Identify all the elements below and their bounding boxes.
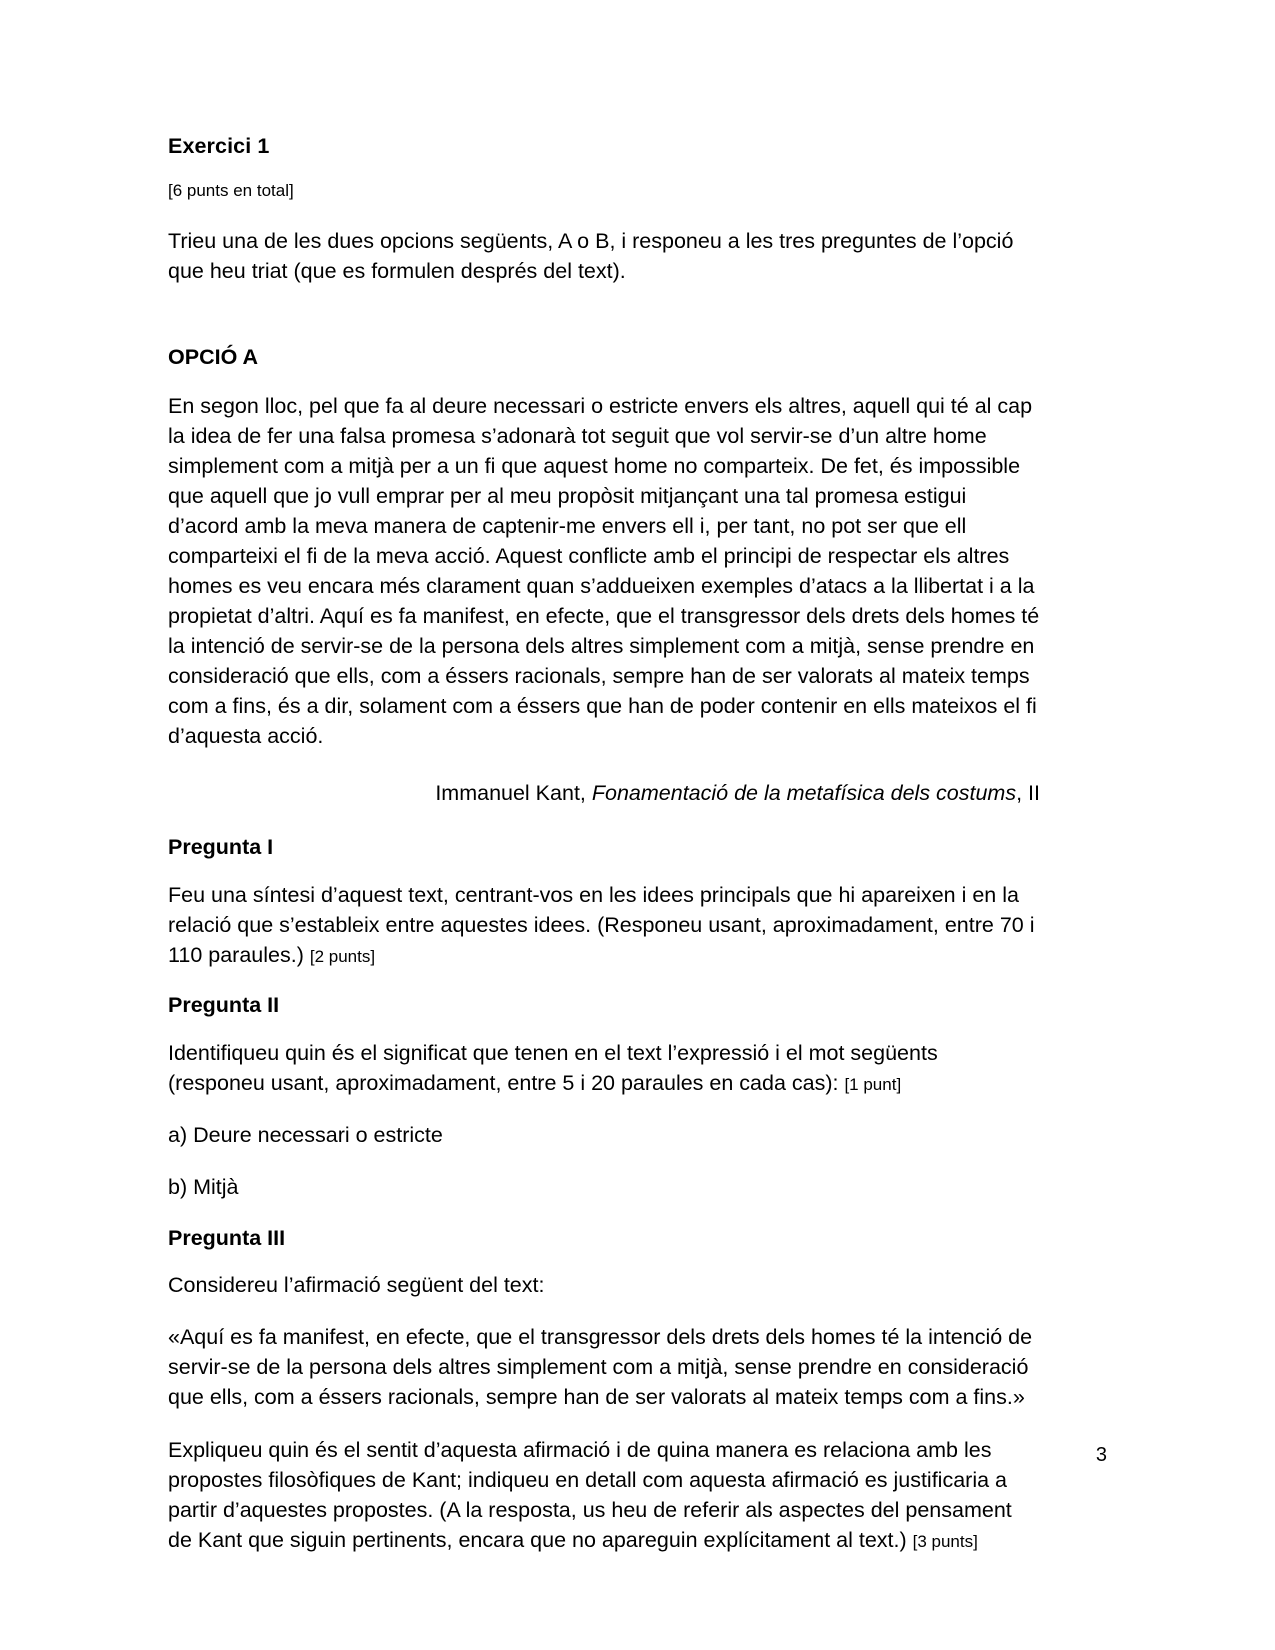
page-number: 3 [1095,1444,1107,1466]
question-3-points: [3 punts] [912,1531,978,1551]
citation-volume: , II [1016,780,1040,805]
option-heading: OPCIÓ A [168,345,258,370]
page-title: Exercici 1 [168,134,270,158]
question-1-body [168,880,1040,970]
question-2-item-b: b) Mitjà [168,1175,239,1200]
question-3-body [168,1435,1040,1555]
instructions-paragraph: Trieu una de les dues opcions següents, A o B, i responeu a les tres preguntes de l’opció que heu triat (que es formulen després del text). [168,228,1014,284]
question-2-text: Identifiqueu quin és el significat que tenen en el text l’expressió i el mot següents (responeu usant, aproximadament, entre 5 i 20 paraules en cada cas): [168,1041,938,1096]
question-3-quote: «Aquí es fa manifest, en efecte, que el transgressor dels drets dels homes té la intenció de servir-se de la persona dels altres simplement com a mitjà, sense prendre en consideració que ells, com a éssers racionals, sempre han de ser valorats al mateix temps com a fins.» [168,1324,1033,1409]
citation-author: Immanuel Kant, [435,780,592,805]
document-content [168,133,1040,1577]
question-2-heading: Pregunta II [168,993,280,1018]
question-2-body [168,1038,1040,1098]
source-text-paragraph: En segon lloc, pel que fa al deure necessari o estricte envers els altres, aquell qui té al cap la idea de fer una falsa promesa s’adonarà tot seguit que vol servir-se d’un altre home simplement com a mitjà per a un fi que aquest home no comparteix. De fet, és impossible que aquell que jo vull emprar per al meu propòsit mitjançant una tal promesa estigui d’acord amb la meva manera de captenir-me envers ell i, per tant, no pot ser que ell comparteixi el fi de la meva acció. Aquest conflicte amb el principi de respectar els altres homes es veu encara més clarament quan s’addueixen exemples d’atacs a la llibertat i a la propietat d’altri. Aquí es fa manifest, en efecte, que el transgressor dels drets dels homes té la intenció de servir-se de la persona dels altres simplement com a mitjà, sense prendre en consideració que ells, com a éssers racionals, sempre han de ser valorats al mateix temps com a fins, és a dir, solament com a éssers que han de poder contenir en ells mateixos el fi d’aquesta acció. [168,394,1040,748]
citation-work-title: Fonamentació de la metafísica dels costums [591,780,1017,805]
question-1-text: Feu una síntesi d’aquest text, centrant-vos en les idees principals que hi apareixen i en la relació que s’estableix entre aquestes idees. (Responeu usant, aproximadament, entre 70 i 110 paraules.) [168,882,1035,968]
question-2-item-a: a) Deure necessari o estricte [168,1123,443,1148]
question-3-heading: Pregunta III [168,1225,286,1250]
question-1-points: [2 punts] [309,947,376,967]
total-points-note: [6 punts en total] [168,180,294,200]
question-2-points: [1 punt] [844,1075,902,1095]
question-3-lead-in: Considereu l’afirmació següent del text: [168,1273,545,1298]
citation [168,778,1040,808]
question-3-text: Expliqueu quin és el sentit d’aquesta afirmació i de quina manera es relaciona amb les propostes filosòfiques de Kant; indiqueu en detall com aquesta afirmació es justificaria a partir d’aquestes propostes. (A la resposta, us heu de referir als aspectes del pensament de Kant que siguin pertinents, encara que no apareguin explícitament al text.) [168,1437,1012,1552]
question-1-heading: Pregunta I [168,835,274,859]
